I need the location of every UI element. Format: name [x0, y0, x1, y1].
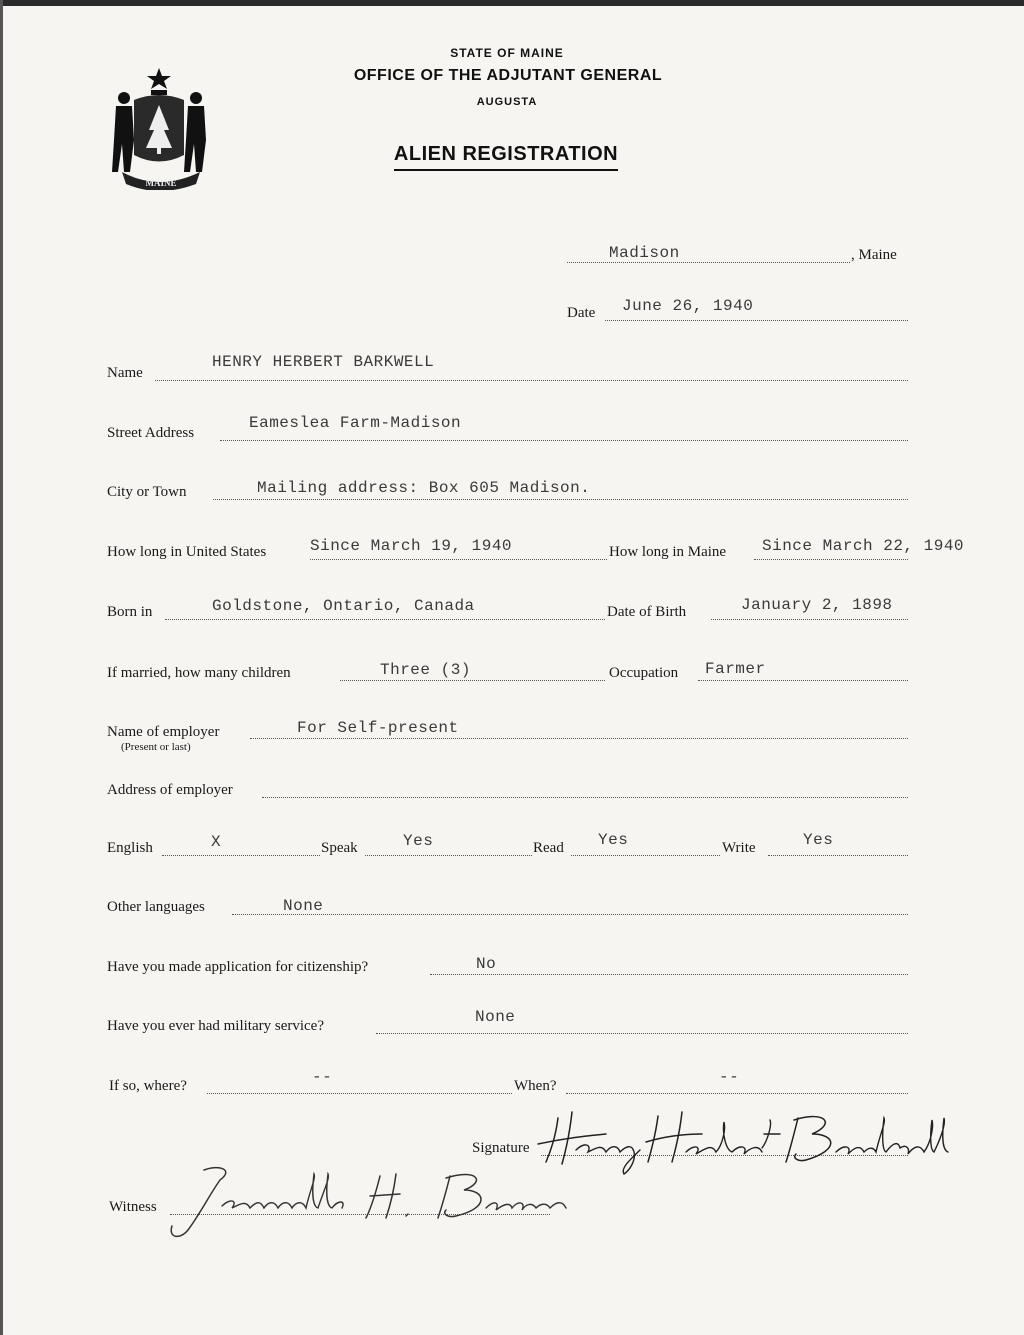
date-label: Date [567, 305, 596, 321]
employer-address-line [262, 797, 908, 798]
form-title-text: ALIEN REGISTRATION [394, 143, 618, 171]
other-languages-label: Other languages [107, 899, 205, 915]
employer-value: For Self-present [297, 719, 459, 737]
military-label: Have you ever had military service? [107, 1018, 324, 1034]
born-value: Goldstone, Ontario, Canada [212, 597, 475, 615]
dob-value: January 2, 1898 [741, 596, 893, 614]
dob-line [711, 619, 908, 620]
applicant-signature [536, 1104, 966, 1176]
street-label: Street Address [107, 425, 195, 441]
witness-signature [160, 1160, 580, 1244]
name-value: HENRY HERBERT BARKWELL [212, 353, 435, 371]
scan-edge-top [0, 0, 1024, 6]
form-title [0, 143, 1012, 171]
where-line [207, 1093, 512, 1094]
write-line [768, 855, 908, 856]
english-label: English [107, 840, 153, 856]
date-value: June 26, 1940 [622, 297, 754, 315]
occupation-label: Occupation [609, 665, 679, 681]
english-line [162, 855, 320, 856]
dob-label: Date of Birth [607, 604, 687, 620]
children-value: Three (3) [380, 661, 471, 679]
occupation-line [698, 680, 908, 681]
write-label: Write [722, 840, 756, 856]
children-label: If married, how many children [107, 665, 291, 681]
city-value: Mailing address: Box 605 Madison. [257, 479, 591, 497]
maine-duration-value: Since March 22, 1940 [762, 537, 965, 555]
scan-edge-left [0, 0, 3, 1335]
other-languages-value: None [283, 897, 324, 915]
employer-address-label: Address of employer [107, 782, 233, 798]
us-duration-label: How long in United States [107, 544, 267, 560]
employer-line [250, 738, 908, 739]
occupation-value: Farmer [705, 660, 766, 678]
street-value: Eameslea Farm-Madison [249, 414, 462, 432]
children-line [340, 680, 605, 681]
other-languages-line [232, 914, 908, 915]
header-state: STATE OF MAINE [450, 46, 564, 60]
speak-line [365, 855, 532, 856]
where-value: -- [312, 1068, 333, 1086]
born-label: Born in [107, 604, 153, 620]
header-office: OFFICE OF THE ADJUTANT GENERAL [353, 67, 663, 84]
header-city: AUGUSTA [476, 96, 538, 108]
street-line [220, 440, 908, 441]
write-value: Yes [803, 831, 834, 849]
when-line [566, 1093, 908, 1094]
military-value: None [475, 1008, 516, 1026]
svg-text:MAINE: MAINE [145, 178, 177, 188]
name-label: Name [107, 365, 143, 381]
where-label: If so, where? [109, 1078, 187, 1094]
citizenship-label: Have you made application for citizenship? [107, 959, 369, 975]
employer-label: Name of employer [107, 724, 220, 740]
name-line [155, 380, 908, 381]
maine-duration-label: How long in Maine [609, 544, 727, 560]
date-line [605, 320, 908, 321]
read-value: Yes [598, 831, 629, 849]
city-line [213, 499, 908, 500]
city-label: City or Town [107, 484, 187, 500]
military-line [376, 1033, 908, 1034]
when-value: -- [719, 1068, 740, 1086]
maine-suffix-label: , Maine [851, 247, 897, 263]
speak-label: Speak [321, 840, 358, 856]
us-duration-value: Since March 19, 1940 [310, 537, 513, 555]
us-duration-line [310, 559, 607, 560]
town-value: Madison [609, 244, 680, 262]
born-line [165, 619, 605, 620]
employer-sublabel: (Present or last) [121, 741, 191, 753]
citizenship-line [430, 974, 908, 975]
speak-value: Yes [403, 832, 434, 850]
read-label: Read [533, 840, 564, 856]
signature-label: Signature [472, 1140, 530, 1156]
read-line [571, 855, 720, 856]
town-line [567, 262, 850, 263]
maine-duration-line [754, 559, 908, 560]
witness-label: Witness [109, 1199, 157, 1215]
english-value: X [211, 833, 222, 851]
when-label: When? [514, 1078, 557, 1094]
citizenship-value: No [476, 955, 497, 973]
